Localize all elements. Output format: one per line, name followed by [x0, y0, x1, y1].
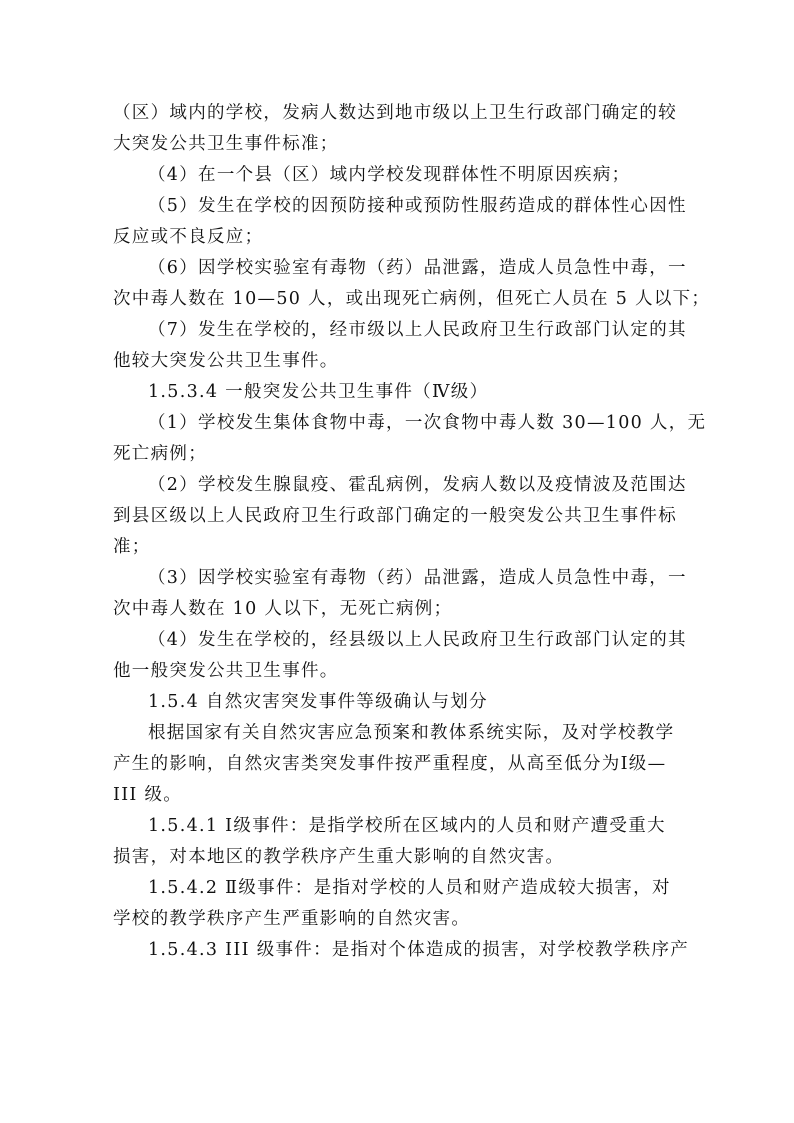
text-line: 产生的影响，自然灾害类突发事件按严重程度，从高至低分为Ⅰ级—	[113, 754, 667, 774]
text-line: III 级。	[113, 785, 183, 805]
paragraph	[113, 191, 685, 253]
document-body	[113, 98, 711, 966]
text-line: （6）因学校实验室有毒物（药）品泄露，造成人员急性中毒，一	[148, 258, 687, 278]
paragraph	[113, 811, 685, 873]
text-line: （7）发生在学校的，经市级以上人民政府卫生行政部门认定的其	[148, 320, 687, 340]
text-line: （4）在一个县（区）域内学校发现群体性不明原因疾病；	[148, 165, 631, 185]
text-line: 学校的教学秩序产生严重影响的自然灾害。	[113, 909, 471, 929]
paragraph	[113, 873, 685, 935]
text-line: （5）发生在学校的因预防接种或预防性服药造成的群体性心因性	[148, 196, 687, 216]
text-line: （3）因学校实验室有毒物（药）品泄露，造成人员急性中毒，一	[148, 568, 687, 588]
paragraph	[113, 470, 685, 563]
paragraph	[113, 563, 685, 625]
paragraph	[113, 98, 685, 160]
text-line: （2）学校发生腺鼠疫、霍乱病例，发病人数以及疫情波及范围达	[148, 475, 687, 495]
text-line: 反应或不良反应；	[113, 227, 264, 247]
text-line: 次中毒人数在 10 人以下，无死亡病例；	[113, 599, 453, 619]
paragraph	[113, 718, 685, 811]
text-line: 他较大突发公共卫生事件。	[113, 351, 339, 371]
text-line: 准；	[113, 537, 151, 557]
text-line: 他一般突发公共卫生事件。	[113, 661, 339, 681]
paragraph	[113, 687, 685, 718]
paragraph	[113, 315, 685, 377]
text-line: （区）域内的学校，发病人数达到地市级以上卫生行政部门确定的较	[113, 103, 677, 123]
text-line: 1.5.4.1 Ⅰ级事件：是指学校所在区域内的人员和财产遭受重大	[148, 816, 666, 836]
text-line: 损害，对本地区的教学秩序产生重大影响的自然灾害。	[113, 847, 565, 867]
text-line: 1.5.4 自然灾害突发事件等级确认与划分	[148, 692, 488, 712]
text-line: 1.5.4.3 III 级事件：是指对个体造成的损害，对学校教学秩序产	[148, 940, 690, 960]
text-line: 到县区级以上人民政府卫生行政部门确定的一般突发公共卫生事件标	[113, 506, 677, 526]
paragraph	[113, 253, 711, 315]
paragraph	[113, 935, 690, 966]
text-line: 根据国家有关自然灾害应急预案和教体系统实际，及对学校教学	[148, 723, 675, 743]
text-line: 次中毒人数在 10—50 人，或出现死亡病例，但死亡人员在 5 人以下；	[113, 289, 711, 309]
text-line: （4）发生在学校的，经县级以上人民政府卫生行政部门认定的其	[148, 630, 687, 650]
paragraph	[113, 408, 707, 470]
paragraph	[113, 625, 685, 687]
paragraph	[113, 160, 685, 191]
paragraph	[113, 377, 685, 408]
text-line: （1）学校发生集体食物中毒，一次食物中毒人数 30—100 人，无	[148, 413, 707, 433]
text-line: 死亡病例；	[113, 444, 207, 464]
text-line: 1.5.3.4 一般突发公共卫生事件（Ⅳ级）	[148, 382, 489, 402]
text-line: 1.5.4.2 Ⅱ级事件：是指对学校的人员和财产造成较大损害，对	[148, 878, 671, 898]
text-line: 大突发公共卫生事件标准；	[113, 134, 339, 154]
